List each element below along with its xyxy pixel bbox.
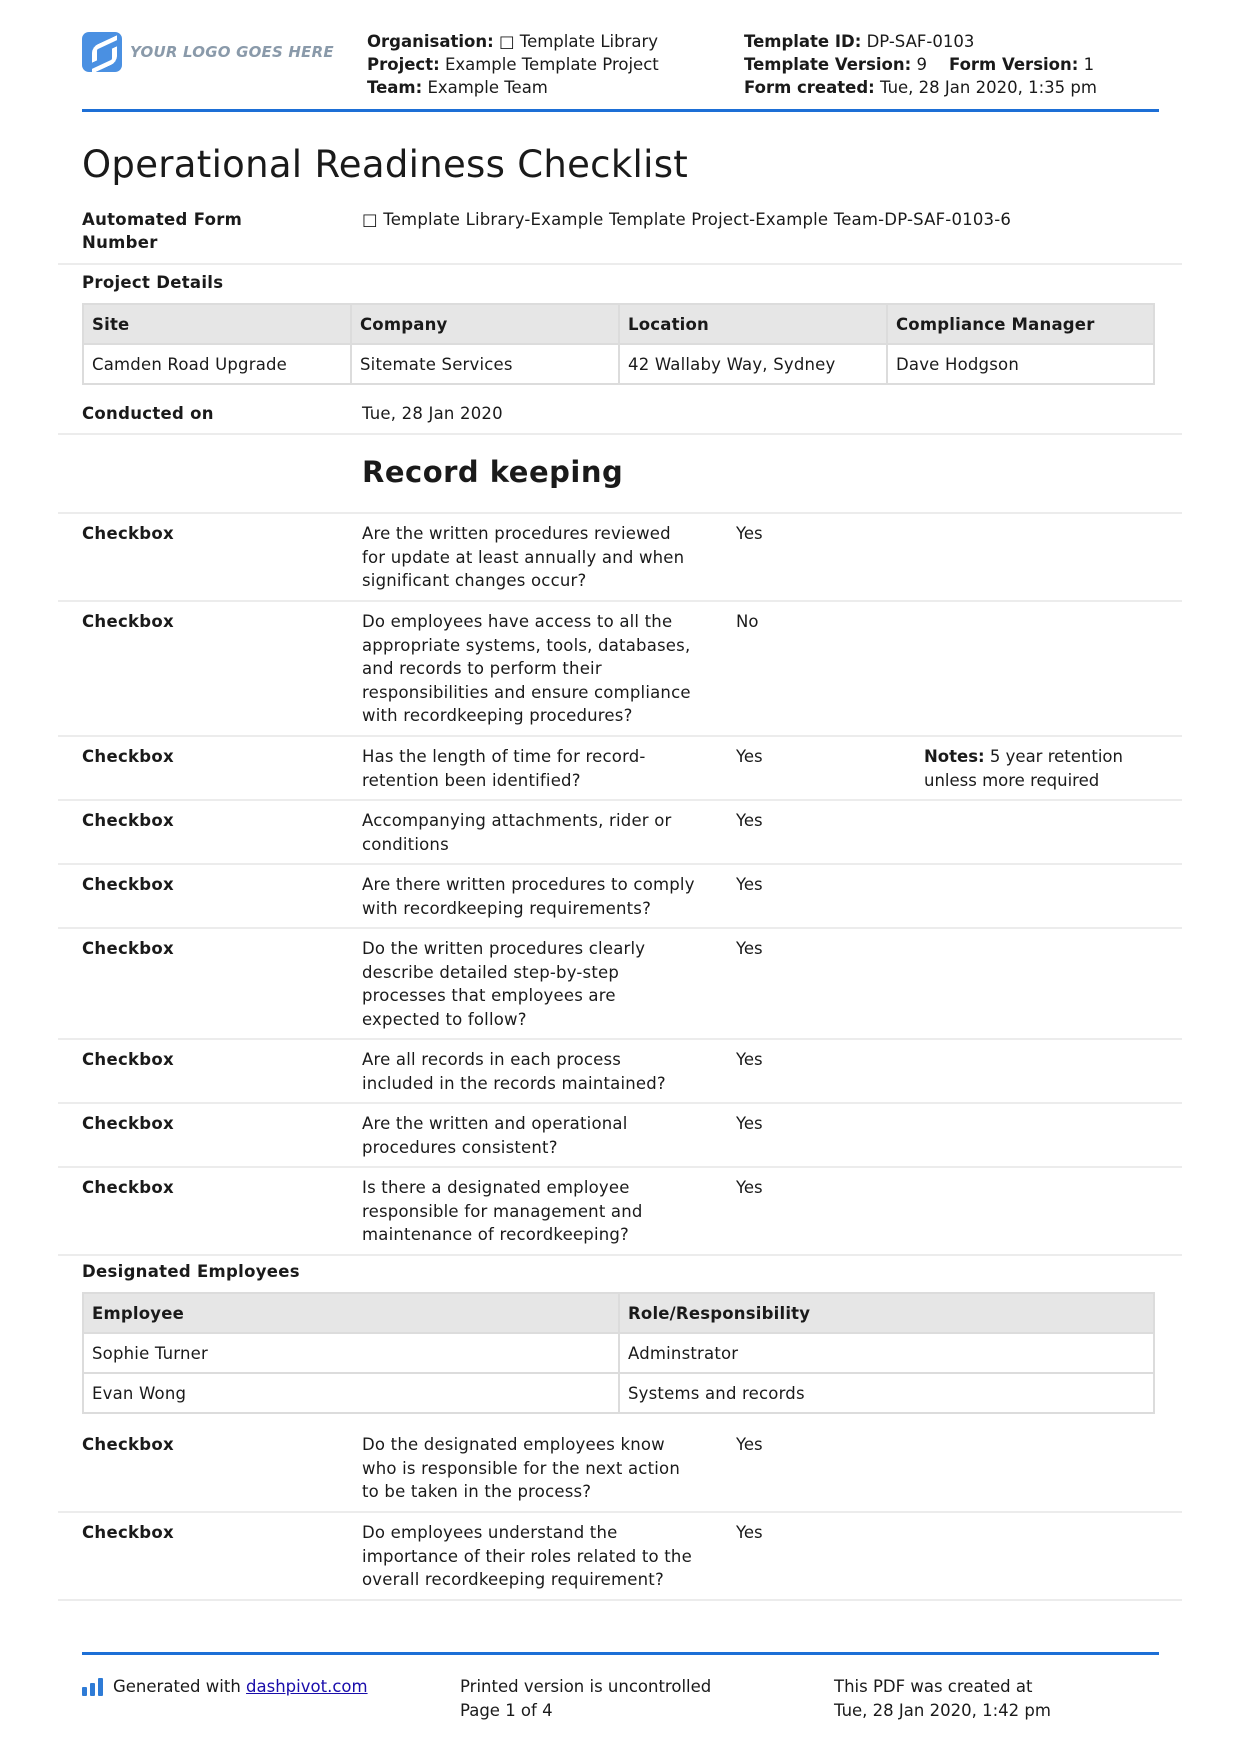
form-created-value: Tue, 28 Jan 2020, 1:35 pm (880, 78, 1097, 97)
checklist-answer: Yes (736, 524, 763, 543)
designated-employees-table (82, 1292, 1155, 1414)
header-company: Company (351, 304, 619, 344)
checklist-question: Do employees understand the importance of their roles related to the overall recordkeeping requirement? (362, 1523, 692, 1589)
checklist-item (58, 602, 1182, 737)
checklist-item (58, 1425, 1182, 1513)
team-value: Example Team (427, 78, 548, 97)
page-footer (82, 1652, 1159, 1732)
checklist-item-label: Checkbox (82, 1050, 174, 1069)
uncontrolled-notice: Printed version is uncontrolled (460, 1677, 712, 1696)
table-row (83, 1333, 1154, 1373)
checklist-item-label: Checkbox (82, 1114, 174, 1133)
template-id-label: Template ID: (744, 32, 862, 51)
checklist-answer: Yes (736, 1435, 763, 1454)
employee-name: Sophie Turner (83, 1333, 619, 1373)
checklist-answer: Yes (736, 1178, 763, 1197)
checklist-item-label: Checkbox (82, 1435, 174, 1454)
employee-role: Adminstrator (619, 1333, 1154, 1373)
checklist-question: Are the written procedures reviewed for update at least annually and when significant changes occur? (362, 524, 685, 590)
generated-with (82, 1675, 368, 1699)
checklist-item (58, 929, 1182, 1040)
dashpivot-logo-icon (82, 1678, 103, 1696)
checklist-answer: Yes (736, 1114, 763, 1133)
project-value: Example Template Project (444, 55, 659, 74)
generated-prefix: Generated with (113, 1677, 241, 1696)
checklist-item (58, 514, 1182, 602)
checklist-item (58, 1513, 1182, 1601)
checklist-item (58, 737, 1182, 801)
organisation-value: □ Template Library (498, 32, 659, 51)
checklist-answer: Yes (736, 747, 763, 766)
form-version-label: Form Version: (948, 55, 1079, 74)
section-title: Record keeping (362, 455, 624, 489)
checklist-question: Do the written procedures clearly describe detailed step-by-step processes that employees are expected to follow? (362, 939, 646, 1029)
page-header (82, 28, 1159, 112)
checklist-item-label: Checkbox (82, 939, 174, 958)
checklist-item-label: Checkbox (82, 1523, 174, 1542)
dashpivot-link[interactable]: dashpivot.com (246, 1677, 368, 1696)
designated-employees-label: Designated Employees (82, 1262, 300, 1281)
form-number-row (58, 200, 1182, 265)
checklist-answer: No (736, 612, 759, 631)
table-header-row (83, 1293, 1154, 1333)
checklist-note: Notes: 5 year retention unless more required (924, 747, 1123, 790)
form-created-label: Form created: (744, 78, 875, 97)
checklist-answer: Yes (736, 939, 763, 958)
logo-text: YOUR LOGO GOES HERE (130, 43, 334, 61)
conducted-value: Tue, 28 Jan 2020 (362, 404, 503, 423)
header-location: Location (619, 304, 887, 344)
checklist-item (58, 1040, 1182, 1104)
pdf-created-date: Tue, 28 Jan 2020, 1:42 pm (834, 1700, 1051, 1720)
project-label: Project: (367, 55, 440, 74)
project-details-label: Project Details (82, 273, 224, 292)
checklist-question: Are all records in each process included in the records maintained? (362, 1050, 666, 1093)
conducted-label: Conducted on (82, 404, 214, 423)
header-employee: Employee (83, 1293, 619, 1333)
template-version-label: Template Version: (744, 55, 912, 74)
table-row (83, 344, 1154, 384)
form-number-value: □ Template Library-Example Template Project-Example Team-DP-SAF-0103-6 (362, 210, 1012, 229)
page-title: Operational Readiness Checklist (82, 143, 689, 186)
header-org-info (367, 30, 659, 99)
site-value: Camden Road Upgrade (83, 344, 351, 384)
checklist-answer: Yes (736, 875, 763, 894)
table-row (83, 1373, 1154, 1413)
employee-name: Evan Wong (83, 1373, 619, 1413)
checklist-answer: Yes (736, 1050, 763, 1069)
checklist-question: Do employees have access to all the appropriate systems, tools, databases, and records to perform their responsibilities and ensure compliance with recordkeeping procedures? (362, 612, 691, 725)
table-header-row (83, 304, 1154, 344)
team-label: Team: (367, 78, 423, 97)
pdf-created-label: This PDF was created at (834, 1677, 1033, 1696)
checklist-answer: Yes (736, 1523, 763, 1542)
form-number-label: Automated Form Number (82, 210, 243, 252)
header-compliance-manager: Compliance Manager (887, 304, 1154, 344)
organisation-label: Organisation: (367, 32, 494, 51)
checklist-item-label: Checkbox (82, 524, 174, 543)
conducted-row (58, 385, 1182, 435)
checklist-question: Is there a designated employee responsible for management and maintenance of recordkeeping? (362, 1178, 643, 1244)
checklist-question: Are the written and operational procedures consistent? (362, 1114, 628, 1157)
checklist-question: Do the designated employees know who is responsible for the next action to be taken in the process? (362, 1435, 680, 1501)
template-version-value: 9 (916, 55, 927, 74)
footer-page-info (460, 1675, 711, 1722)
checklist-item (58, 1104, 1182, 1168)
checklist-item-label: Checkbox (82, 811, 174, 830)
form-version-value: 1 (1083, 55, 1095, 74)
checklist-item (58, 865, 1182, 929)
checklist-item-label: Checkbox (82, 612, 174, 631)
notes-label: Notes: (924, 747, 985, 766)
checklist-question: Accompanying attachments, rider or conditions (362, 811, 672, 854)
checklist-answer: Yes (736, 811, 763, 830)
page-number: Page 1 of 4 (460, 1700, 553, 1720)
section-title-row (58, 435, 1182, 514)
company-value: Sitemate Services (351, 344, 619, 384)
employee-role: Systems and records (619, 1373, 1154, 1413)
location-value: 42 Wallaby Way, Sydney (619, 344, 887, 384)
header-role: Role/Responsibility (619, 1293, 1154, 1333)
checklist-item (58, 801, 1182, 865)
checklist-item (58, 1168, 1182, 1256)
logo (82, 32, 334, 72)
checklist-item-label: Checkbox (82, 875, 174, 894)
logo-icon (82, 32, 122, 72)
footer-created-info (834, 1675, 1051, 1722)
checklist-question: Has the length of time for record- retention been identified? (362, 747, 646, 790)
project-details-table (82, 303, 1155, 385)
header-site: Site (83, 304, 351, 344)
checklist-item-label: Checkbox (82, 1178, 174, 1197)
header-template-info (744, 30, 1097, 99)
checklist-item-label: Checkbox (82, 747, 174, 766)
template-id-value: DP-SAF-0103 (866, 32, 975, 51)
checklist-question: Are there written procedures to comply with recordkeeping requirements? (362, 875, 695, 918)
compliance-manager-value: Dave Hodgson (887, 344, 1154, 384)
